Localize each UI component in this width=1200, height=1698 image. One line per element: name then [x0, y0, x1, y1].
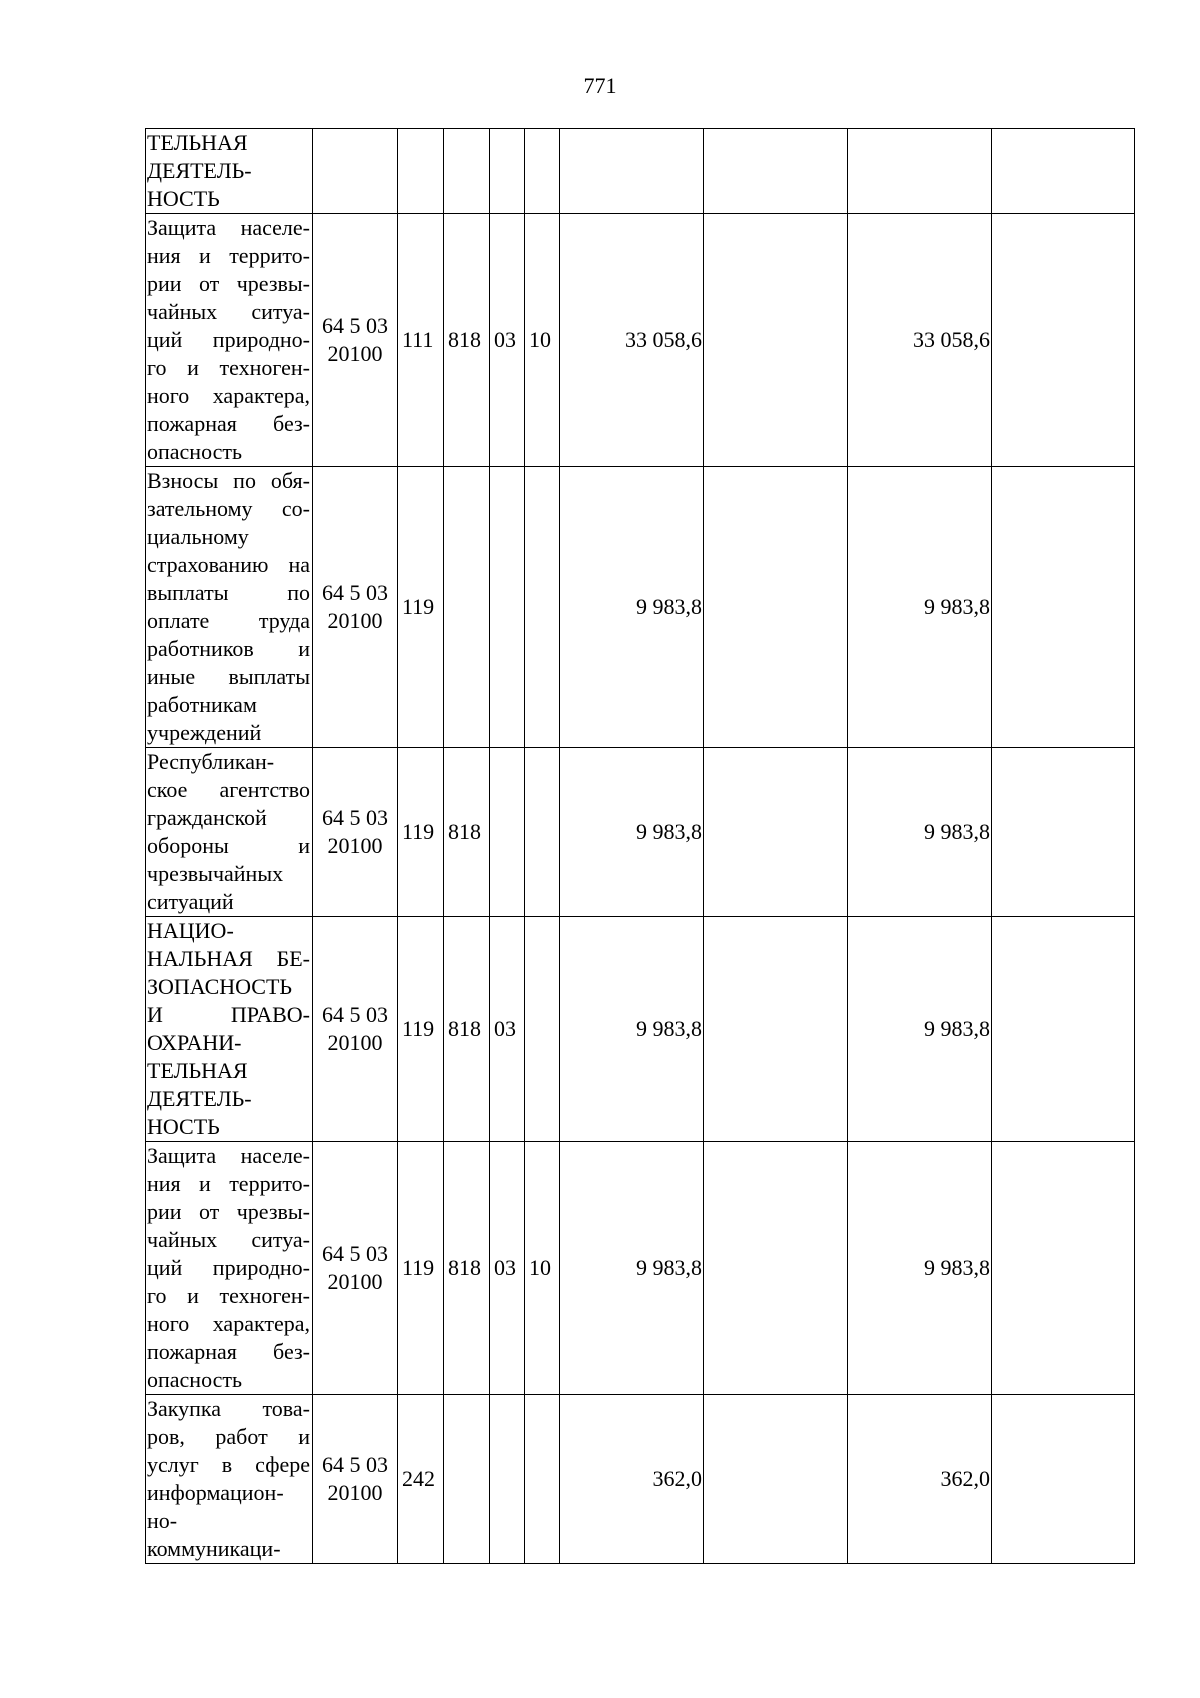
- row-name-line: оплате труда: [147, 608, 310, 633]
- subsection-code-cell: [525, 129, 560, 214]
- row-name-line: рии от чрезвы-: [147, 1199, 310, 1224]
- expense-type-cell: 119: [398, 1142, 444, 1395]
- expense-type-cell: 119: [398, 748, 444, 917]
- section-code-cell: 03: [490, 214, 525, 467]
- row-name-line: ОХРАНИ-: [147, 1030, 242, 1055]
- row-name-line: пожарная без-: [147, 1339, 310, 1364]
- sum-other-cell: [992, 129, 1135, 214]
- sum-federal-cell: [704, 129, 848, 214]
- table-row: [146, 467, 1135, 748]
- subsection-code-cell: [525, 467, 560, 748]
- sum-total-cell: 33 058,6: [560, 214, 704, 467]
- section-code-cell: 03: [490, 917, 525, 1142]
- row-name-line: чрезвычайных: [147, 861, 284, 886]
- sum-regional-cell: 362,0: [848, 1395, 992, 1564]
- table-row: [146, 1142, 1135, 1395]
- sum-regional-cell: 33 058,6: [848, 214, 992, 467]
- sum-other-cell: [992, 748, 1135, 917]
- sum-federal-cell: [704, 1395, 848, 1564]
- target-code-cell: 64 5 03 20100: [313, 467, 398, 748]
- subsection-code-cell: 10: [525, 1142, 560, 1395]
- row-name-line: обороны и: [147, 833, 310, 858]
- row-name-line: ТЕЛЬНАЯ: [147, 1058, 248, 1083]
- sum-other-cell: [992, 214, 1135, 467]
- row-name-cell: [146, 1142, 313, 1395]
- row-name-line: го и техноген-: [147, 1283, 310, 1308]
- page-number: 771: [583, 73, 617, 98]
- row-name-line: го и техноген-: [147, 355, 310, 380]
- row-name-cell: [146, 129, 313, 214]
- row-name-line: работникам: [147, 692, 257, 717]
- sum-other-cell: [992, 917, 1135, 1142]
- expense-type-cell: 242: [398, 1395, 444, 1564]
- target-code-cell: 64 5 03 20100: [313, 1395, 398, 1564]
- target-code-cell: 64 5 03 20100: [313, 748, 398, 917]
- row-name-line: работников и: [147, 636, 310, 661]
- sum-other-cell: [992, 467, 1135, 748]
- expense-type-cell: 119: [398, 467, 444, 748]
- row-name-line: выплаты по: [147, 580, 310, 605]
- row-name-line: ций природно-: [147, 1255, 310, 1280]
- row-name-line: ДЕЯТЕЛЬ-: [147, 158, 252, 183]
- section-code-cell: [490, 129, 525, 214]
- subsection-code-cell: [525, 748, 560, 917]
- row-name-line: ТЕЛЬНАЯ: [147, 130, 248, 155]
- table-row: [146, 748, 1135, 917]
- sum-total-cell: 9 983,8: [560, 1142, 704, 1395]
- sum-regional-cell: 9 983,8: [848, 1142, 992, 1395]
- row-name-line: опасность: [147, 1367, 243, 1392]
- target-code-cell: 64 5 03 20100: [313, 917, 398, 1142]
- ministry-code-cell: 818: [444, 1142, 490, 1395]
- section-code-cell: 03: [490, 1142, 525, 1395]
- sum-total-cell: 9 983,8: [560, 917, 704, 1142]
- sum-other-cell: [992, 1142, 1135, 1395]
- sum-federal-cell: [704, 748, 848, 917]
- row-name-line: ций природно-: [147, 327, 310, 352]
- subsection-code-cell: [525, 1395, 560, 1564]
- sum-total-cell: 9 983,8: [560, 748, 704, 917]
- row-name-line: ситуаций: [147, 889, 234, 914]
- row-name-line: страхованию на: [147, 552, 310, 577]
- row-name-line: циальному: [147, 524, 249, 549]
- ministry-code-cell: 818: [444, 917, 490, 1142]
- row-name-cell: [146, 917, 313, 1142]
- sum-other-cell: [992, 1395, 1135, 1564]
- row-name-line: И ПРАВО-: [147, 1002, 310, 1027]
- table-row: [146, 917, 1135, 1142]
- table-body: [146, 129, 1135, 1564]
- expense-type-cell: 111: [398, 214, 444, 467]
- row-name-line: пожарная без-: [147, 411, 310, 436]
- target-code-cell: [313, 129, 398, 214]
- target-code-cell: 64 5 03 20100: [313, 1142, 398, 1395]
- row-name-line: Защита населе-: [147, 215, 310, 240]
- section-code-cell: [490, 1395, 525, 1564]
- row-name-line: коммуникаци-: [147, 1536, 281, 1561]
- table-row: [146, 1395, 1135, 1564]
- row-name-line: гражданской: [147, 805, 267, 830]
- row-name-line: ское агентство: [147, 777, 310, 802]
- row-name-line: НОСТЬ: [147, 1114, 220, 1139]
- table-row: [146, 214, 1135, 467]
- row-name-line: информацион-: [147, 1480, 284, 1505]
- ministry-code-cell: [444, 1395, 490, 1564]
- budget-table: [145, 128, 1135, 1564]
- sum-federal-cell: [704, 917, 848, 1142]
- row-name-line: рии от чрезвы-: [147, 271, 310, 296]
- sum-regional-cell: 9 983,8: [848, 467, 992, 748]
- ministry-code-cell: [444, 467, 490, 748]
- expense-type-cell: 119: [398, 917, 444, 1142]
- row-name-line: иные выплаты: [147, 664, 310, 689]
- row-name-line: Республикан-: [147, 749, 275, 774]
- row-name-line: ния и террито-: [147, 1171, 310, 1196]
- ministry-code-cell: 818: [444, 748, 490, 917]
- row-name-line: ного характера,: [147, 1311, 310, 1336]
- sum-total-cell: 362,0: [560, 1395, 704, 1564]
- row-name-line: ДЕЯТЕЛЬ-: [147, 1086, 252, 1111]
- row-name-line: но-: [147, 1508, 178, 1533]
- expense-type-cell: [398, 129, 444, 214]
- ministry-code-cell: 818: [444, 214, 490, 467]
- subsection-code-cell: [525, 917, 560, 1142]
- row-name-line: услуг в сфере: [147, 1452, 310, 1477]
- row-name-line: чайных ситуа-: [147, 299, 310, 324]
- row-name-cell: [146, 467, 313, 748]
- ministry-code-cell: [444, 129, 490, 214]
- sum-federal-cell: [704, 214, 848, 467]
- sum-federal-cell: [704, 1142, 848, 1395]
- row-name-line: НОСТЬ: [147, 186, 220, 211]
- section-code-cell: [490, 748, 525, 917]
- sum-regional-cell: 9 983,8: [848, 917, 992, 1142]
- sum-federal-cell: [704, 467, 848, 748]
- sum-total-cell: [560, 129, 704, 214]
- subsection-code-cell: 10: [525, 214, 560, 467]
- row-name-cell: [146, 748, 313, 917]
- row-name-line: ния и террито-: [147, 243, 310, 268]
- row-name-line: учреждений: [147, 720, 262, 745]
- row-name-line: ров, работ и: [147, 1424, 310, 1449]
- table-row: [146, 129, 1135, 214]
- row-name-line: зательному со-: [147, 496, 310, 521]
- row-name-line: ЗОПАСНОСТЬ: [147, 974, 293, 999]
- sum-regional-cell: 9 983,8: [848, 748, 992, 917]
- row-name-line: ного характера,: [147, 383, 310, 408]
- row-name-line: НАЛЬНАЯ БЕ-: [147, 946, 310, 971]
- row-name-line: чайных ситуа-: [147, 1227, 310, 1252]
- row-name-line: Закупка това-: [147, 1396, 310, 1421]
- row-name-cell: [146, 1395, 313, 1564]
- section-code-cell: [490, 467, 525, 748]
- row-name-line: Взносы по обя-: [147, 468, 310, 493]
- row-name-line: опасность: [147, 439, 243, 464]
- row-name-line: Защита населе-: [147, 1143, 310, 1168]
- row-name-line: НАЦИО-: [147, 918, 234, 943]
- row-name-cell: [146, 214, 313, 467]
- target-code-cell: 64 5 03 20100: [313, 214, 398, 467]
- sum-total-cell: 9 983,8: [560, 467, 704, 748]
- sum-regional-cell: [848, 129, 992, 214]
